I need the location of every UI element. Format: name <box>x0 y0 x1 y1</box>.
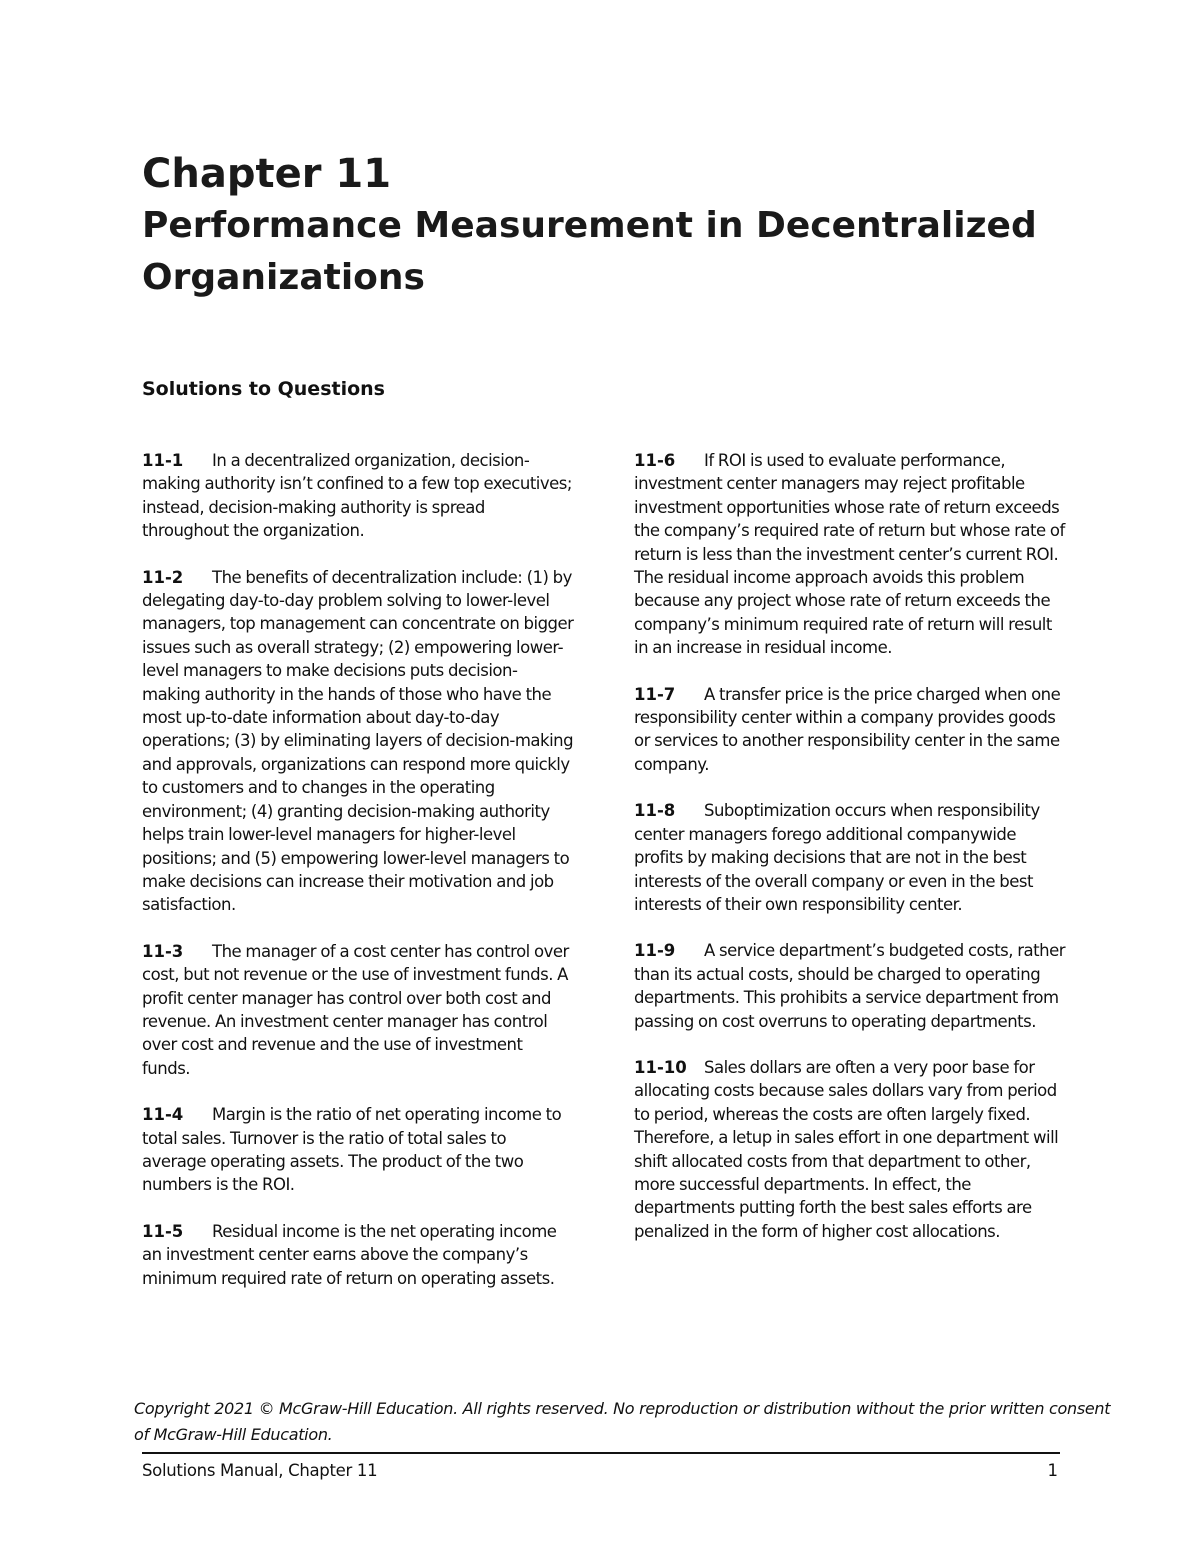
question-11-4 <box>142 1103 574 1197</box>
question-answer: If ROI is used to evaluate performance, investment center managers may reject profitable investment opportunities whose rate of return exceeds the company’s required rate of return but whose rate of return is less than the investment center’s current ROI. The residual income approach avoids this problem because any project whose rate of return exceeds the company’s minimum required rate of return will result in an increase in residual income. <box>634 451 1065 658</box>
footer-divider <box>142 1452 1060 1454</box>
question-11-1 <box>142 449 574 543</box>
left-column <box>142 449 574 1313</box>
question-11-6 <box>634 449 1066 660</box>
question-11-5 <box>142 1220 574 1290</box>
question-answer: Sales dollars are often a very poor base for allocating costs because sales dollars vary from period to period, whereas the costs are often largely fixed. Therefore, a letup in sales effort in one department will shift allocated costs from that department to other, more successful departments. In effect, the departments putting forth the best sales efforts are penalized in the form of higher cost allocations. <box>634 1057 1059 1241</box>
question-11-10 <box>634 1056 1066 1243</box>
question-number: 11-5 <box>142 1221 184 1241</box>
question-number: 11-1 <box>142 451 184 470</box>
question-answer: In a decentralized organization, decision-making authority isn’t confined to a few top executives; instead, decision-making authority is spread throughout the organization. <box>142 451 572 541</box>
question-answer: The manager of a cost center has control over cost, but not revenue or the use of investment funds. A profit center manager has control over both cost and revenue. An investment center manager has control over cost and revenue and the use of investment funds. <box>142 941 569 1078</box>
question-11-7 <box>634 683 1066 777</box>
question-11-9 <box>634 939 1066 1033</box>
chapter-subtitle: Performance Measurement in Decentralized Organizations <box>142 205 1037 298</box>
question-number: 11-9 <box>634 941 676 961</box>
chapter-title: Chapter 11 <box>142 151 392 197</box>
question-answer: The benefits of decentralization include: (1) by delegating day-to-day problem solving to lower-level managers, top management can concentrate on bigger issues such as overall strategy; (2) empowering lower-level managers to make decisions puts decision-making authority in the hands of those who have the most up-to-date information about day-to-day operations; (3) by eliminating layers of decision-making and approvals, organizations can respond more quickly to customers and to changes in the operating environment; (4) granting decision-making authority helps train lower-level managers for higher-level positions; and (5) empowering lower-level managers to make decisions can increase their motivation and job satisfaction. <box>142 567 574 915</box>
page-number: 1 <box>1047 1461 1058 1480</box>
question-number: 11-4 <box>142 1105 184 1125</box>
copyright-notice: Copyright 2021 © McGraw-Hill Education. All rights reserved. No reproduction or distribution without the prior written consent of McGraw-Hill Education. <box>134 1399 1111 1444</box>
question-11-2 <box>142 566 574 917</box>
section-heading: Solutions to Questions <box>142 378 385 400</box>
question-answer: Suboptimization occurs when responsibility center managers forego additional companywide profits by making decisions that are not in the best interests of the overall company or even in the best interests of their own responsibility center. <box>634 801 1040 914</box>
right-column <box>634 449 1066 1266</box>
question-number: 11-10 <box>634 1057 687 1077</box>
question-number: 11-2 <box>142 567 184 587</box>
question-number: 11-8 <box>634 801 676 821</box>
question-answer: A service department’s budgeted costs, rather than its actual costs, should be charged to operating departments. This prohibits a service department from passing on cost overruns to operating departments. <box>634 941 1066 1031</box>
question-answer: Residual income is the net operating income an investment center earns above the company’s minimum required rate of return on operating assets. <box>142 1221 557 1288</box>
question-number: 11-3 <box>142 941 184 961</box>
question-answer: A transfer price is the price charged when one responsibility center within a company provides goods or services to another responsibility center in the same company. <box>634 684 1061 774</box>
question-11-8 <box>634 799 1066 916</box>
question-number: 11-7 <box>634 684 676 704</box>
question-answer: Margin is the ratio of net operating income to total sales. Turnover is the ratio of total sales to average operating assets. The product of the two numbers is the ROI. <box>142 1105 562 1195</box>
question-number: 11-6 <box>634 451 676 470</box>
footer-title: Solutions Manual, Chapter 11 <box>142 1461 378 1480</box>
question-11-3 <box>142 940 574 1080</box>
